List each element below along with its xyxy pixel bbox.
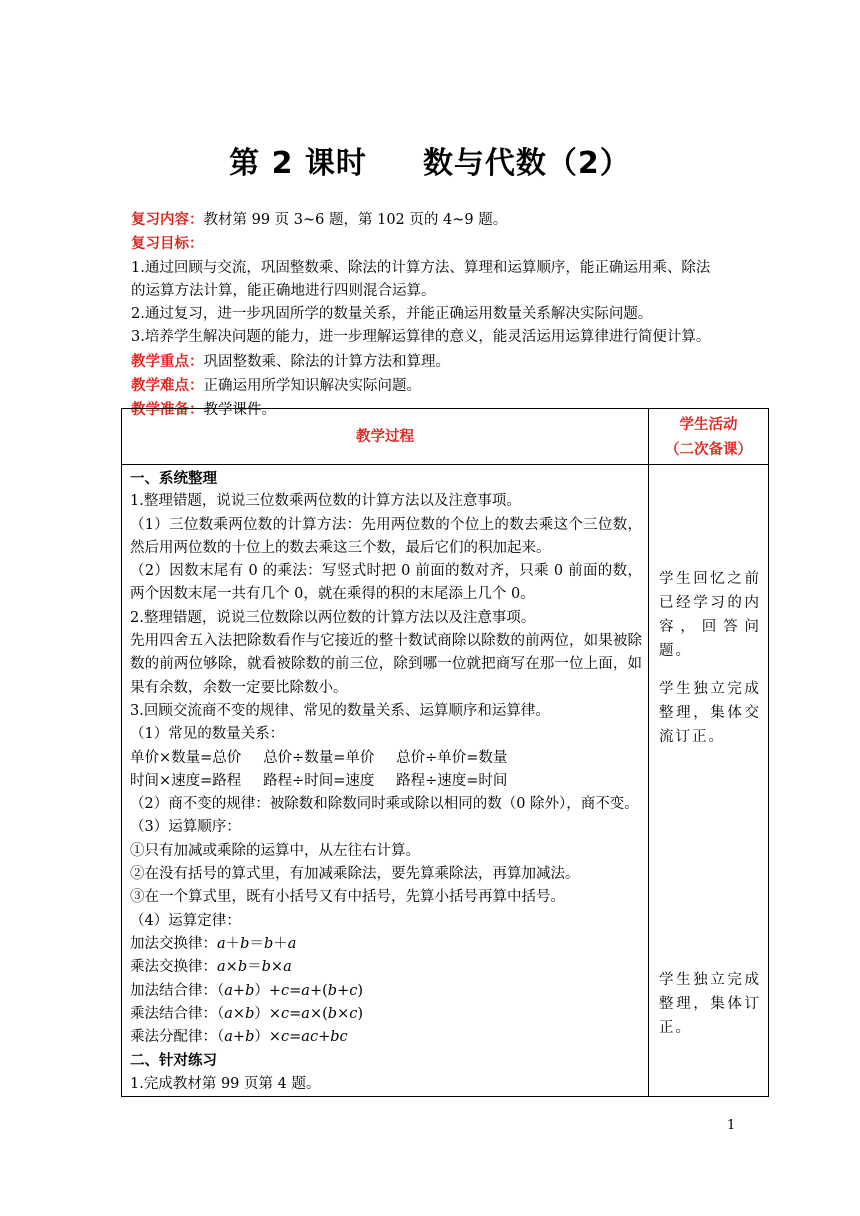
process-item: ②在没有括号的算式里，有加减乘除法，要先算乘除法，再算加减法。 (130, 866, 580, 883)
process-item: 2.整理错题，说说三位数除以两位数的计算方法以及注意事项。 (130, 609, 536, 626)
difficulty-point: 教学难点：正确运用所学知识解决实际问题。 (131, 377, 421, 395)
table-body-row (122, 465, 769, 1097)
activity-note-3: 学生独立完成整理，集体订正。 (659, 972, 761, 1036)
review-content: 复习内容：教材第 99 页 3~6 题，第 102 页的 4~9 题。 (131, 211, 508, 228)
process-item: （2）商不变的规律：被除数和除数同时乘或除以相同的数（0 除外），商不变。 (130, 796, 639, 813)
relations-line-2: 时间×速度=路程 路程÷时间=速度 路程÷速度=时间 (130, 772, 508, 789)
relations-line-1: 单价×数量=总价 总价÷数量=单价 总价÷单价=数量 (130, 749, 508, 766)
law-addition-commutative: 加法交换律：a＋b＝b＋a (130, 935, 297, 952)
process-item: ①只有加减或乘除的运算中，从左往右计算。 (130, 842, 420, 859)
lesson-intro (131, 208, 751, 423)
preparation: 教学准备：教学课件。 (131, 401, 276, 419)
process-item: 1.完成教材第 99 页第 4 题。 (130, 1075, 321, 1092)
process-item: （1）三位数乘两位数的计算方法：先用两位数的个位上的数去乘这个三位数，然后用两位数的十位上的数去乘这三个数，最后它们的积加起来。 (130, 516, 642, 556)
law-distributive: 乘法分配律：（a+b）×c=ac+bc (130, 1029, 348, 1046)
lesson-title (0, 138, 860, 182)
lesson-table (121, 408, 769, 1097)
section-1-title: 一、系统整理 (130, 470, 217, 487)
process-item: （3）运算顺序： (130, 819, 241, 836)
key-point: 教学重点：巩固整数乘、除法的计算方法和算理。 (131, 352, 450, 370)
process-item: 3.回顾交流商不变的规律、常见的数量关系、运算顺序和运算律。 (130, 702, 550, 719)
header-process: 教学过程 (122, 409, 649, 465)
goal-1: 1.通过回顾与交流，巩固整数乘、除法的计算方法、算理和运算顺序，能正确运用乘、除法 的运算方法计算，能正确地进行四则混合运算。 (131, 259, 711, 299)
teaching-process (122, 465, 649, 1097)
process-item: 1.整理错题，说说三位数乘两位数的计算方法以及注意事项。 (130, 493, 521, 510)
table-header-row (122, 409, 769, 465)
lesson-topic: 数与代数（2） (422, 146, 631, 181)
header-activity: 学生活动 （二次备课） (649, 409, 769, 465)
student-activity (649, 465, 769, 1097)
page-number: 1 (727, 1118, 736, 1133)
goal-2: 2.通过复习，进一步巩固所学的数量关系，并能正确运用数量关系解决实际问题。 (131, 306, 653, 323)
process-item: （4）运算定律： (130, 912, 241, 929)
process-item: ③在一个算式里，既有小括号又有中括号，先算小括号再算中括号。 (130, 889, 565, 906)
law-addition-associative: 加法结合律：（a+b）+c=a+(b+c) (130, 982, 364, 999)
goals-heading: 复习目标： (131, 235, 204, 253)
activity-note-1: 学生回忆之前已经学习的内容，回答问题。 (659, 571, 761, 659)
law-multiplication-commutative: 乘法交换律：a×b＝b×a (130, 959, 292, 976)
process-item: （1）常见的数量关系： (130, 726, 285, 743)
section-2-title: 二、针对练习 (130, 1052, 217, 1070)
activity-note-2: 学生独立完成整理，集体交流订正。 (659, 681, 761, 745)
lesson-number: 第 2 课时 (229, 146, 367, 181)
goal-3: 3.培养学生解决问题的能力，进一步理解运算律的意义，能灵活运用运算律进行简便计算。 (131, 329, 711, 346)
process-item: （2）因数末尾有 0 的乘法：写竖式时把 0 前面的数对齐，只乘 0 前面的数，两个因数末尾一共有几个 0，就在乘得的积的末尾添上几个 0。 (130, 563, 642, 603)
process-item: 先用四舍五入法把除数看作与它接近的整十数试商除以除数的前两位，如果被除数的前两位够除，就看被除数的前三位，除到哪一位就把商写在那一位上面，如果有余数，余数一定要比除数小。 (130, 633, 642, 696)
law-multiplication-associative: 乘法结合律：（a×b）×c=a×(b×c) (130, 1005, 364, 1022)
